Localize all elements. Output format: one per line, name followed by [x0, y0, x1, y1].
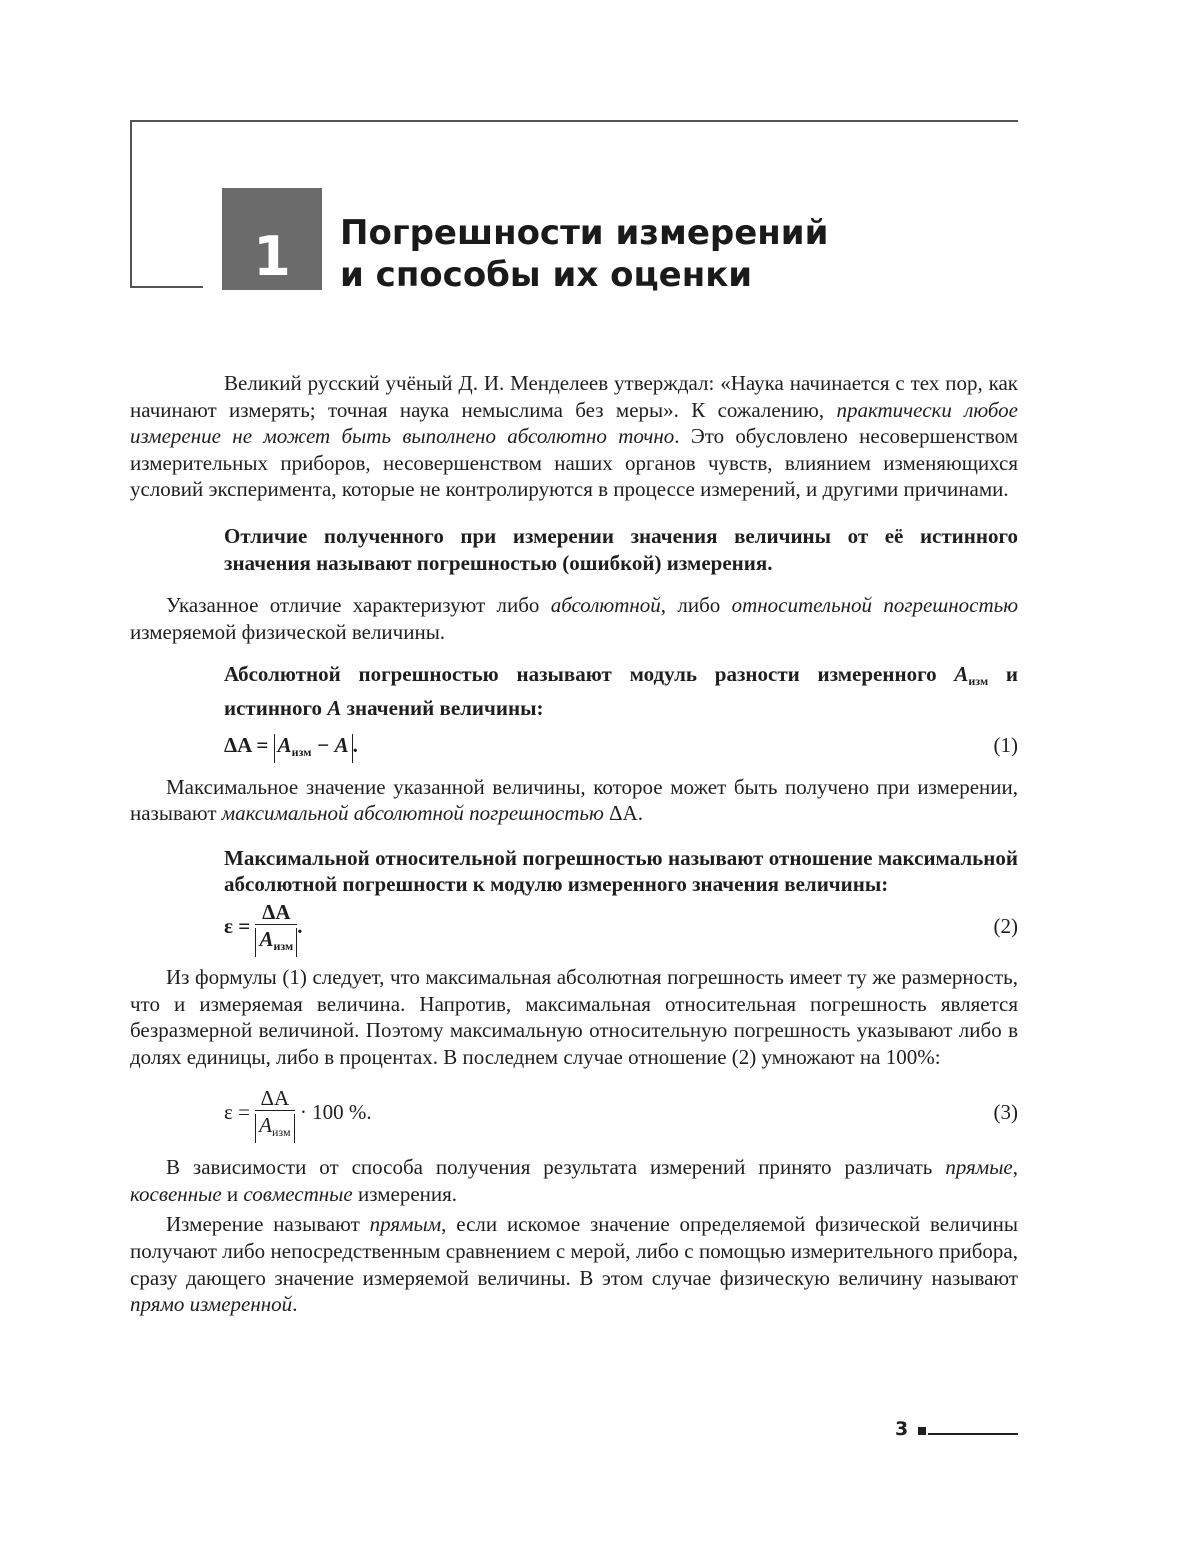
frame-top-line	[130, 120, 1018, 122]
formula-1-var: A	[277, 732, 292, 757]
chapter-title-line-1: Погрешности измерений	[340, 213, 829, 253]
intro-text-b: . Это обусловлено несовершенством измерительных приборов, несовершенством наших органов чувств, влиянием изменяющихся условий эксперимента, которые не контролируются в процессе измерений, и другими причинами.	[130, 424, 1019, 502]
direct-em-2: прямо измеренной	[130, 1292, 293, 1317]
direct-measurement-paragraph	[130, 1211, 1018, 1317]
def-abs-sub: изм	[968, 674, 989, 689]
definition-absolute-error	[224, 661, 1018, 721]
formula-2-lhs: ε =	[224, 913, 256, 938]
error-types-text-a: Указанное отличие характеризуют либо	[166, 593, 551, 618]
chapter-number: 1	[253, 225, 291, 288]
formula-3-rhs: · 100 %.	[299, 1100, 372, 1125]
formula-2-fraction	[255, 900, 297, 957]
max-abs-text-b: ΔA.	[603, 801, 643, 826]
formula-3-fraction	[255, 1086, 294, 1143]
frame-bottom-line	[130, 286, 203, 288]
formula-3-lhs: ε =	[224, 1100, 256, 1125]
intro-emphasis: практически любое измерение не может быть выполнено абсолютно точно	[130, 397, 1018, 449]
chapter-title	[340, 212, 828, 296]
formula-3	[224, 1084, 1018, 1140]
formula-2-den-sub: изм	[273, 938, 294, 953]
formula-1-lhs: ΔA =	[224, 732, 274, 757]
measurement-types-em-joint: совместные	[243, 1181, 353, 1206]
error-types-em-absolute: абсолютной	[550, 593, 661, 618]
def-abs-text-c: значений величины:	[341, 695, 544, 720]
formula-3-number: (3)	[993, 1100, 1018, 1125]
chapter-number-box	[222, 188, 322, 290]
max-abs-emphasis: максимальной абсолютной погрешностью	[221, 801, 604, 826]
formula-1-number: (1)	[993, 732, 1018, 757]
formula-1-abs	[274, 734, 353, 763]
error-types-paragraph	[130, 592, 1018, 645]
page-footer-line	[928, 1433, 1018, 1435]
relative-error-paragraph: Из формулы (1) следует, что максимальная абсолютная погрешность имеет ту же размерность, что и измеряемая величина. Напротив, максимальная относительная погрешность является безразмерной величиной. Поэтому максимальную относительную погрешность указывают либо в долях единицы, либо в процентах. В последнем случае отношение (2) умножают на 100%:	[130, 964, 1018, 1069]
formula-2	[224, 898, 1018, 954]
formula-1-sub: изм	[291, 744, 312, 759]
measurement-types-text-b: ,	[1012, 1155, 1018, 1180]
chapter-title-line-2: и способы их оценки	[340, 255, 753, 295]
formula-2-number: (2)	[993, 913, 1018, 938]
formula-3-den-var: A	[259, 1112, 272, 1137]
formula-2-numerator: ΔA	[255, 900, 297, 925]
formula-2-end: .	[297, 913, 303, 938]
formula-3-den-sub: изм	[272, 1124, 291, 1139]
def-abs-var: A	[954, 662, 969, 687]
definition-relative-error: Максимальной относительной погрешностью называют отношение максимальной абсолютной погрешности к модулю измеренного значения величины:	[224, 845, 1018, 897]
frame-left-line	[130, 120, 132, 288]
formula-2-den-var: A	[259, 926, 274, 951]
formula-3-denominator	[255, 1111, 294, 1143]
formula-2-abs	[255, 928, 297, 957]
direct-text-b: , если искомое значение определяемой физической величины получают либо непосредственным сравнением с мерой, либо с помощью измерительного прибора, сразу дающего значение измеряемой величины. В этом случае физическую величину называют	[130, 1212, 1018, 1290]
measurement-types-em-direct: прямые	[945, 1155, 1013, 1180]
max-abs-paragraph	[130, 774, 1018, 827]
direct-text-a: Измерение называют	[166, 1212, 370, 1237]
measurement-types-em-indirect: косвенные	[130, 1181, 222, 1206]
intro-paragraph	[130, 370, 1018, 503]
formula-3-abs	[255, 1114, 294, 1143]
formula-3-numerator: ΔA	[255, 1086, 294, 1111]
direct-em-1: прямым	[369, 1212, 442, 1237]
page-number: 3	[895, 1418, 909, 1440]
page-content	[130, 370, 1018, 1318]
def-abs-var2: A	[327, 695, 342, 720]
page-marker-square	[918, 1427, 926, 1435]
intro-text-a: Великий русский учёный Д. И. Менделеев утверждал: «Наука начинается с тех пор, как начинают измерять; точная наука немыслима без меры». К сожалению,	[130, 371, 1018, 422]
measurement-types-text-d: измерения.	[352, 1181, 458, 1206]
measurement-types-paragraph	[130, 1154, 1018, 1207]
definition-error: Отличие полученного при измерении значения величины от её истинного значения называют погрешностью (ошибкой) измерения.	[224, 523, 1018, 575]
def-abs-text-b: и истинного	[224, 662, 1018, 720]
formula-2-denominator	[255, 925, 297, 957]
error-types-text-c: измеряемой физической величины.	[130, 619, 446, 644]
formula-1-rhs: − A	[311, 732, 349, 757]
measurement-types-text-a: В зависимости от способа получения результата измерений принято различать	[166, 1155, 946, 1180]
formula-1	[224, 730, 1018, 760]
formula-1-end: .	[352, 732, 358, 757]
max-abs-text-a: Максимальное значение указанной величины, которое может быть получено при измерении, называют	[130, 774, 1018, 826]
error-types-em-relative: относительной погрешностью	[731, 593, 1018, 618]
measurement-types-text-c: и	[221, 1181, 244, 1206]
direct-text-c: .	[292, 1292, 298, 1317]
def-abs-text-a: Абсолютной погрешностью называют модуль разности измеренного	[224, 662, 955, 687]
error-types-text-b: , либо	[660, 593, 732, 618]
